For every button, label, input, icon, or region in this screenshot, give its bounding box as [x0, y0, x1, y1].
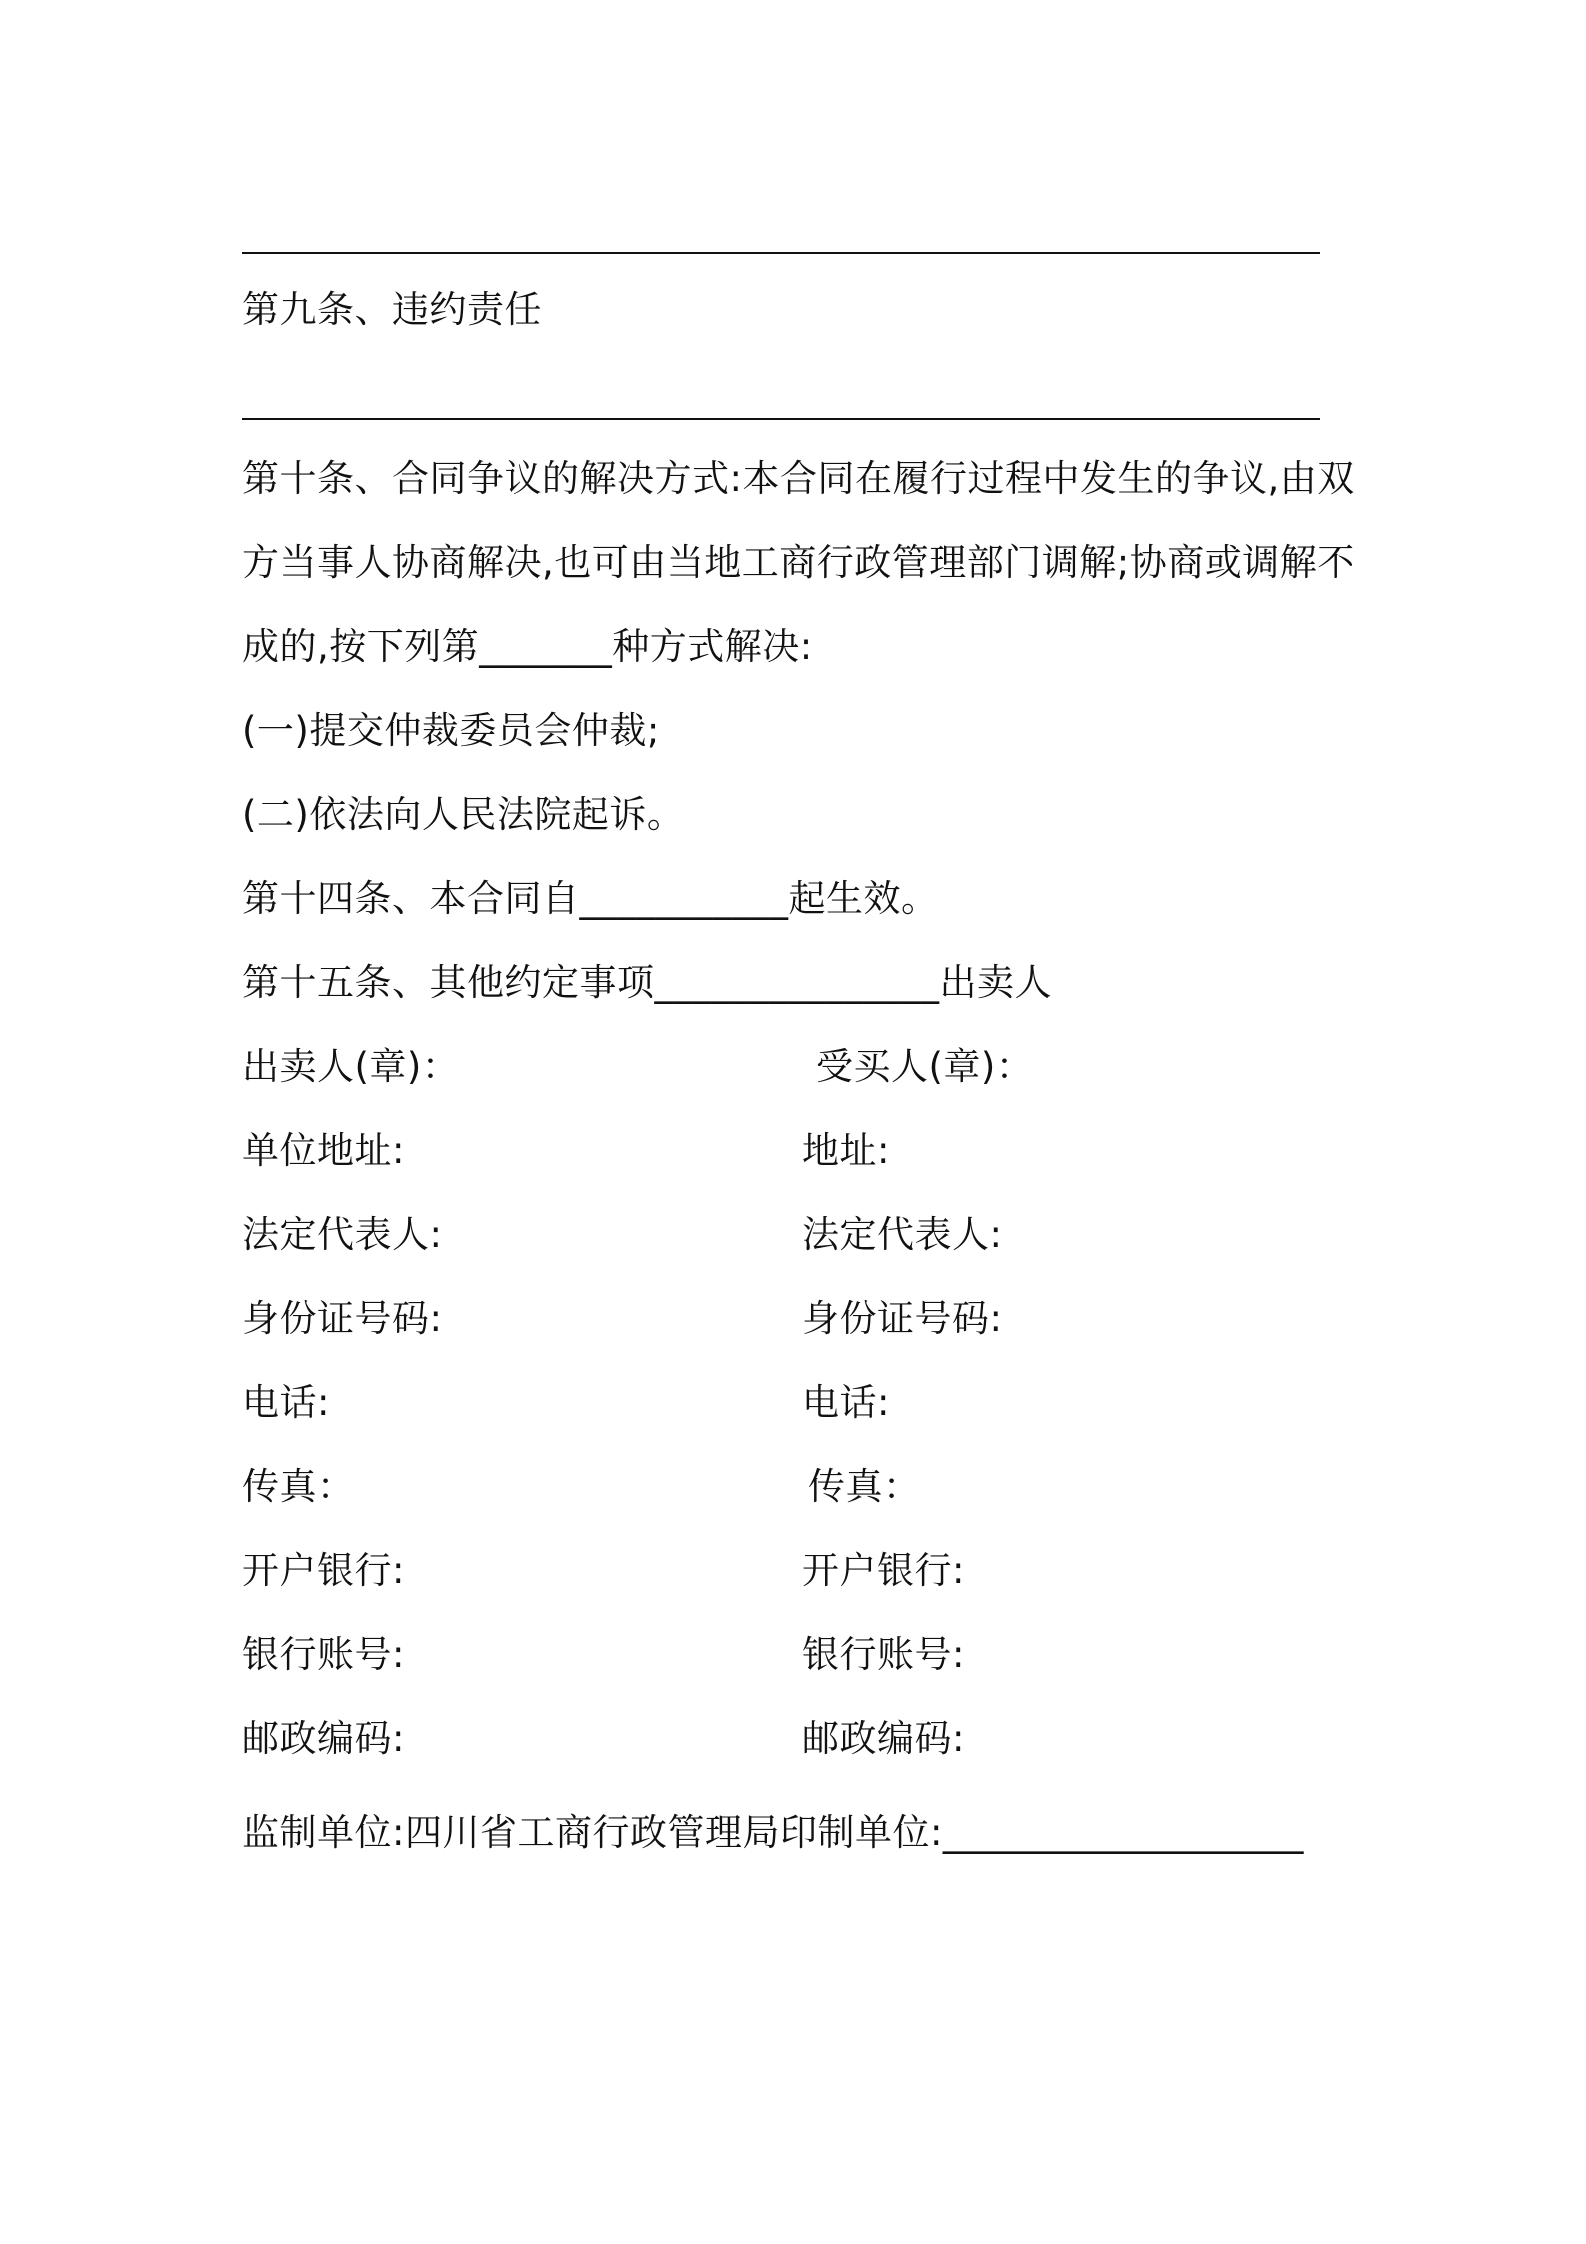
seller-postcode-label: 邮政编码: — [242, 1717, 405, 1760]
seller-id-label: 身份证号码: — [242, 1297, 443, 1340]
buyer-seal-label: 受买人(章)： — [816, 1045, 1034, 1088]
article-10-line-1: 第十条、合同争议的解决方式:本合同在履行过程中发生的争议,由双 — [242, 457, 1355, 500]
blank-fill-line — [242, 252, 1320, 254]
buyer-phone-label: 电话: — [802, 1381, 890, 1424]
seller-address-label: 单位地址: — [242, 1129, 405, 1172]
article-14: 第十四条、本合同自___________起生效。 — [242, 877, 939, 920]
seller-legal-rep-label: 法定代表人: — [242, 1213, 443, 1256]
buyer-fax-label: 传真： — [808, 1465, 921, 1508]
buyer-address-label: 地址: — [802, 1129, 890, 1172]
article-10-option-1: (一)提交仲裁委员会仲裁; — [242, 709, 660, 752]
seller-phone-label: 电话: — [242, 1381, 330, 1424]
blank-fill-line — [242, 418, 1320, 420]
article-15: 第十五条、其他约定事项_______________出卖人 — [242, 961, 1052, 1004]
footer-supervisor-printer: 监制单位:四川省工商行政管理局印制单位:___________________ — [242, 1811, 1304, 1854]
buyer-bank-label: 开户银行: — [802, 1549, 965, 1592]
article-10-line-2: 方当事人协商解决,也可由当地工商行政管理部门调解;协商或调解不 — [242, 541, 1355, 584]
article-10-option-2: (二)依法向人民法院起诉。 — [242, 793, 685, 836]
seller-seal-label: 出卖人(章)： — [242, 1045, 460, 1088]
buyer-id-label: 身份证号码: — [802, 1297, 1003, 1340]
seller-bank-label: 开户银行: — [242, 1549, 405, 1592]
article-9-title: 第九条、违约责任 — [242, 288, 542, 331]
buyer-postcode-label: 邮政编码: — [802, 1717, 965, 1760]
buyer-account-label: 银行账号: — [802, 1633, 965, 1676]
article-10-line-3: 成的,按下列第_______种方式解决: — [242, 625, 813, 668]
seller-fax-label: 传真： — [242, 1465, 355, 1508]
seller-account-label: 银行账号: — [242, 1633, 405, 1676]
buyer-legal-rep-label: 法定代表人: — [802, 1213, 1003, 1256]
